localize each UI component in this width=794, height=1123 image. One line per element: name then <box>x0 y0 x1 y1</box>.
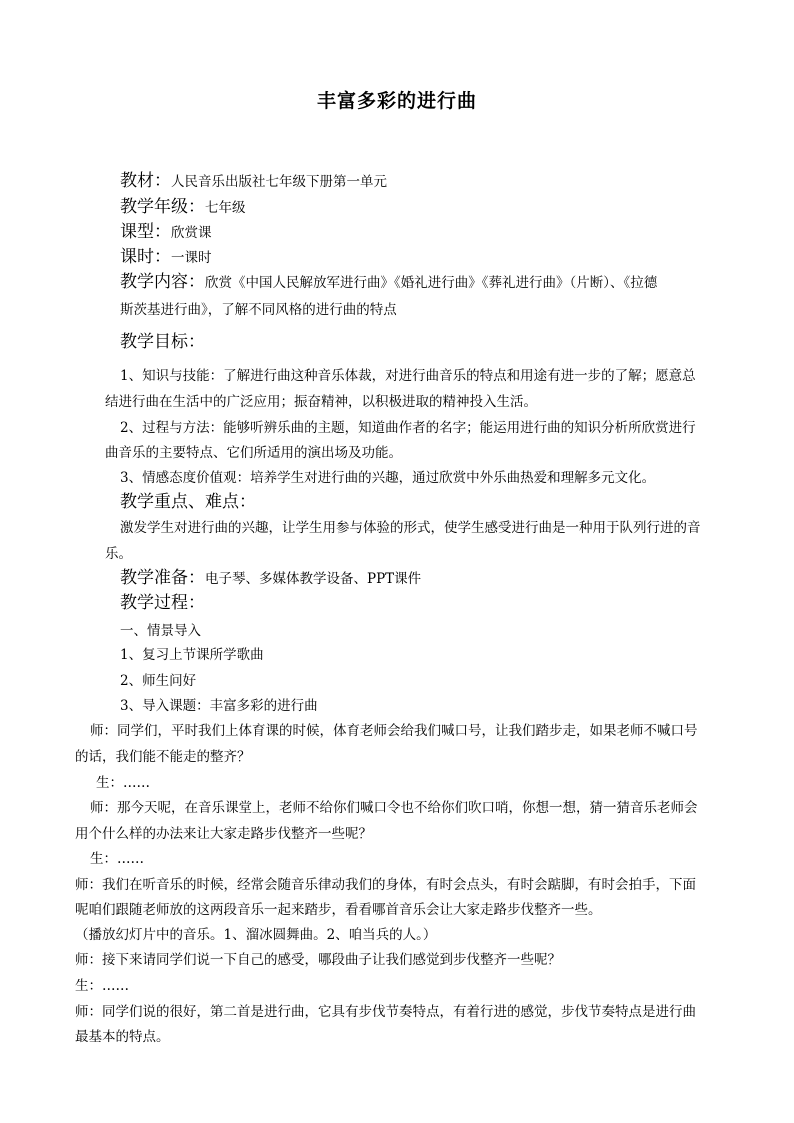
dialog-student-1: 生：…… <box>96 775 150 791</box>
process-step-topic: 3、导入课题：丰富多彩的进行曲 <box>120 698 318 714</box>
dialog-teacher-2-line-1: 师：那今天呢，在音乐课堂上，老师不给你们喊口令也不给你们吹口哨，你想一想，猜一猜音乐老师会 <box>90 800 698 816</box>
dialog-teacher-5-line-1: 师：同学们说的很好，第二首是进行曲，它具有步伐节奏特点，有着行进的感觉，步伐节奏特点是进行曲 <box>75 1004 696 1020</box>
grade-label: 教学年级： <box>120 197 205 217</box>
dialog-teacher-5-line-2: 最基本的特点。 <box>75 1029 170 1045</box>
dialog-teacher-3-line-1: 师：我们在听音乐的时候，经常会随音乐律动我们的身体，有时会点头，有时会踮脚，有时会拍手，下面 <box>75 877 696 893</box>
dialog-student-2: 生：…… <box>90 851 144 867</box>
dialog-teacher-3-line-2: 呢咱们跟随老师放的这两段音乐一起来踏步，看看哪首音乐会让大家走路步伐整齐一些。 <box>75 902 602 918</box>
process-heading: 教学过程： <box>120 593 205 613</box>
dialog-teacher-1-line-2: 的话，我们能不能走的整齐？ <box>75 749 251 765</box>
goal-1-line-1: 1、知识与技能：了解进行曲这种音乐体裁，对进行曲音乐的特点和用途有进一步的了解；愿意总 <box>120 368 696 384</box>
process-step-greet: 2、师生问好 <box>120 673 197 689</box>
content-label: 教学内容： <box>120 272 205 292</box>
textbook-line <box>120 172 387 191</box>
textbook-label: 教材： <box>120 171 171 191</box>
dialog-teacher-4: 师：接下来请同学们说一下自己的感受，哪段曲子让我们感觉到步伐整齐一些呢？ <box>75 952 561 968</box>
process-step-review: 1、复习上节课所学歌曲 <box>120 647 264 663</box>
process-step-intro: 一、情景导入 <box>120 623 201 639</box>
dialog-teacher-1-line-1: 师：同学们，平时我们上体育课的时候，体育老师会给我们喊口号，让我们踏步走，如果老师不喊口号 <box>90 723 698 739</box>
dialog-student-3: 生：…… <box>75 978 129 994</box>
grade-line <box>120 198 246 217</box>
textbook-value: 人民音乐出版社七年级下册第一单元 <box>171 174 387 190</box>
goal-1-line-2: 结进行曲在生活中的广泛应用；振奋精神，以积极进取的精神投入生活。 <box>105 394 537 410</box>
content-line <box>120 273 657 292</box>
goal-2-line-1: 2、过程与方法：能够听辨乐曲的主题，知道曲作者的名字；能运用进行曲的知识分析所欣赏进行 <box>120 420 696 436</box>
goal-3-line-1: 3、情感态度价值观：培养学生对进行曲的兴趣，通过欣赏中外乐曲热爱和理解多元文化。 <box>120 470 656 486</box>
lesson-type-line <box>120 223 212 242</box>
prep-value: 电子琴、多媒体教学设备、PPT课件 <box>205 571 422 587</box>
keypoints-heading: 教学重点、难点： <box>120 492 256 512</box>
class-hours-line <box>120 248 212 267</box>
class-hours-value: 一课时 <box>171 250 212 266</box>
prep-line <box>120 569 421 588</box>
goals-heading: 教学目标： <box>120 332 205 352</box>
keypoints-line-2: 乐。 <box>105 546 132 562</box>
lesson-type-value: 欣赏课 <box>171 225 212 241</box>
page-title: 丰富多彩的进行曲 <box>316 90 477 112</box>
dialog-note-music: （播放幻灯片中的音乐。1、溜冰圆舞曲。2、咱当兵的人。） <box>75 927 437 943</box>
lesson-type-label: 课型： <box>120 222 171 242</box>
goal-2-line-2: 曲音乐的主要特点、它们所适用的演出场及功能。 <box>105 445 402 461</box>
content-text-1: 欣赏《中国人民解放军进行曲》《婚礼进行曲》《葬礼进行曲》（片断）、《拉德 <box>205 275 658 291</box>
grade-value: 七年级 <box>205 200 246 216</box>
keypoints-line-1: 激发学生对进行曲的兴趣，让学生用参与体验的形式，使学生感受进行曲是一种用于队列行进的音 <box>120 520 701 536</box>
dialog-teacher-2-line-2: 用个什么样的办法来让大家走路步伐整齐一些呢？ <box>75 826 372 842</box>
class-hours-label: 课时： <box>120 247 171 267</box>
content-text-2: 斯茨基进行曲》，了解不同风格的进行曲的特点 <box>120 302 397 318</box>
prep-label: 教学准备： <box>120 568 205 588</box>
